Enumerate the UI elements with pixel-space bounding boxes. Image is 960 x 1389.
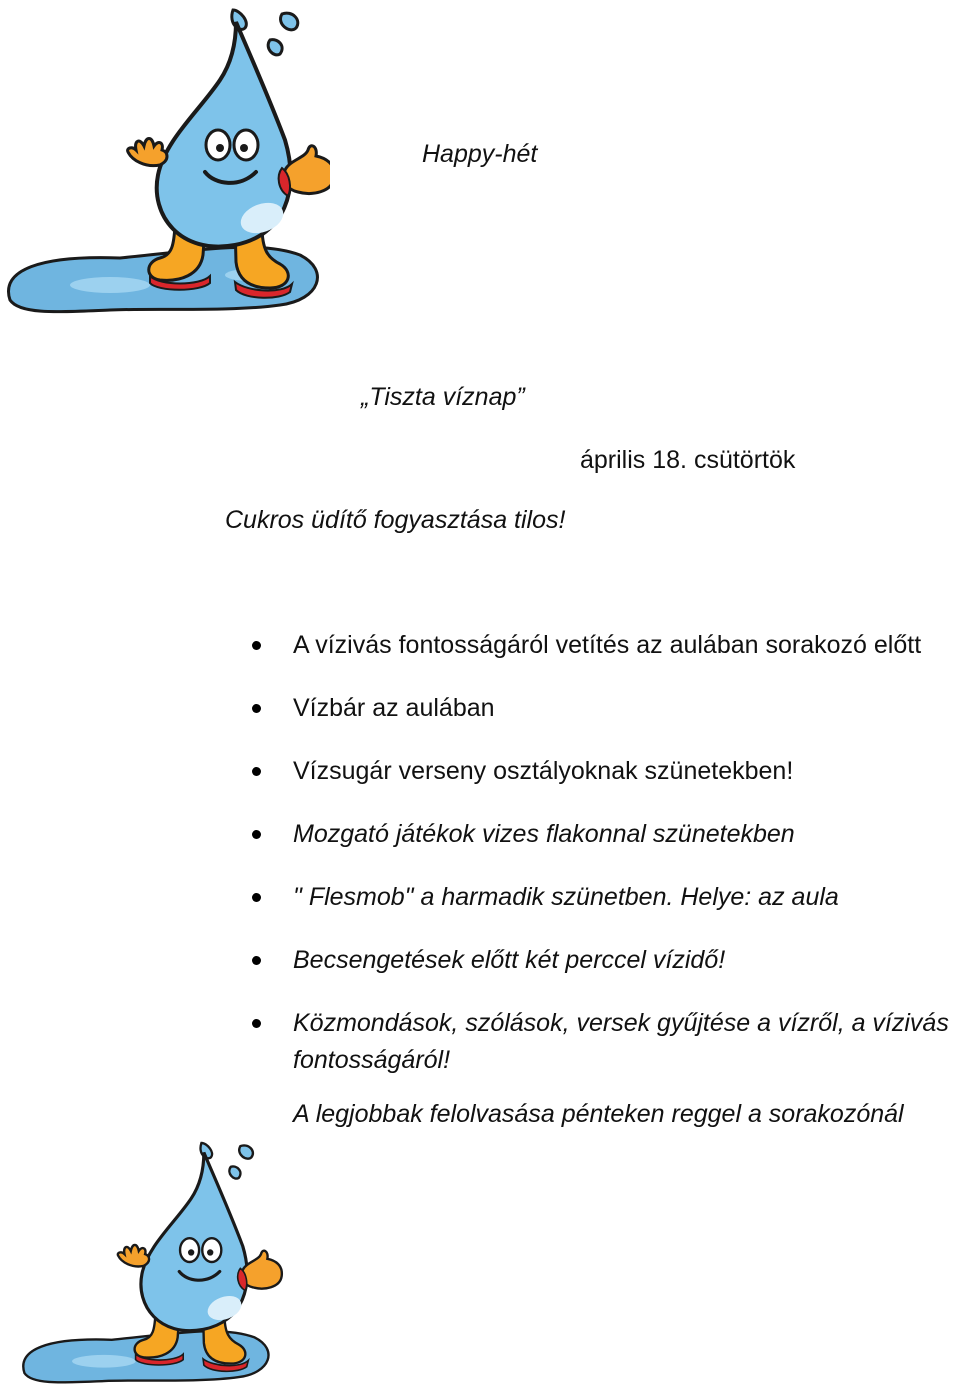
list-item: [252, 753, 958, 790]
list-item: [252, 942, 958, 979]
day-rule: Cukros üdítő fogyasztása tilos!: [225, 506, 566, 534]
day-subtitle: „Tiszta víznap”: [361, 383, 525, 411]
list-item-text: A vízivás fontosságáról vetítés az aulában sorakozó előtt: [293, 631, 922, 659]
list-item: [252, 1005, 958, 1079]
bullet-icon: [252, 704, 261, 713]
bullet-icon: [252, 830, 261, 839]
list-item: [252, 816, 958, 853]
list-item-text: Vízbár az aulában: [293, 694, 495, 722]
list-item: [252, 690, 958, 727]
list-item-text: " Flesmob" a harmadik szünetben. Helye: az aula: [293, 883, 839, 911]
bullet-icon: [252, 1019, 261, 1028]
bullet-icon: [252, 893, 261, 902]
page-title: Happy-hét: [422, 140, 538, 168]
list-item: [252, 879, 958, 916]
list-item-text: Becsengetések előtt két perccel vízidő!: [293, 946, 726, 974]
program-list: [252, 627, 958, 1105]
list-item-text: Vízsugár verseny osztályoknak szünetekben!: [293, 757, 794, 785]
event-date: április 18. csütörtök: [580, 446, 796, 474]
list-item-text: Mozgató játékok vizes flakonnal szünetekben: [293, 820, 795, 848]
bullet-icon: [252, 767, 261, 776]
water-drop-mascot-icon: [10, 1135, 285, 1389]
list-item-text: Közmondások, szólások, versek gyűjtése a vízről, a vízivás fontosságáról!: [293, 1009, 949, 1074]
bullet-icon: [252, 641, 261, 650]
list-item: [252, 627, 958, 664]
closing-note: A legjobbak felolvasása pénteken reggel a sorakozónál: [293, 1100, 904, 1128]
water-drop-mascot-icon: [0, 0, 330, 320]
bullet-icon: [252, 956, 261, 965]
